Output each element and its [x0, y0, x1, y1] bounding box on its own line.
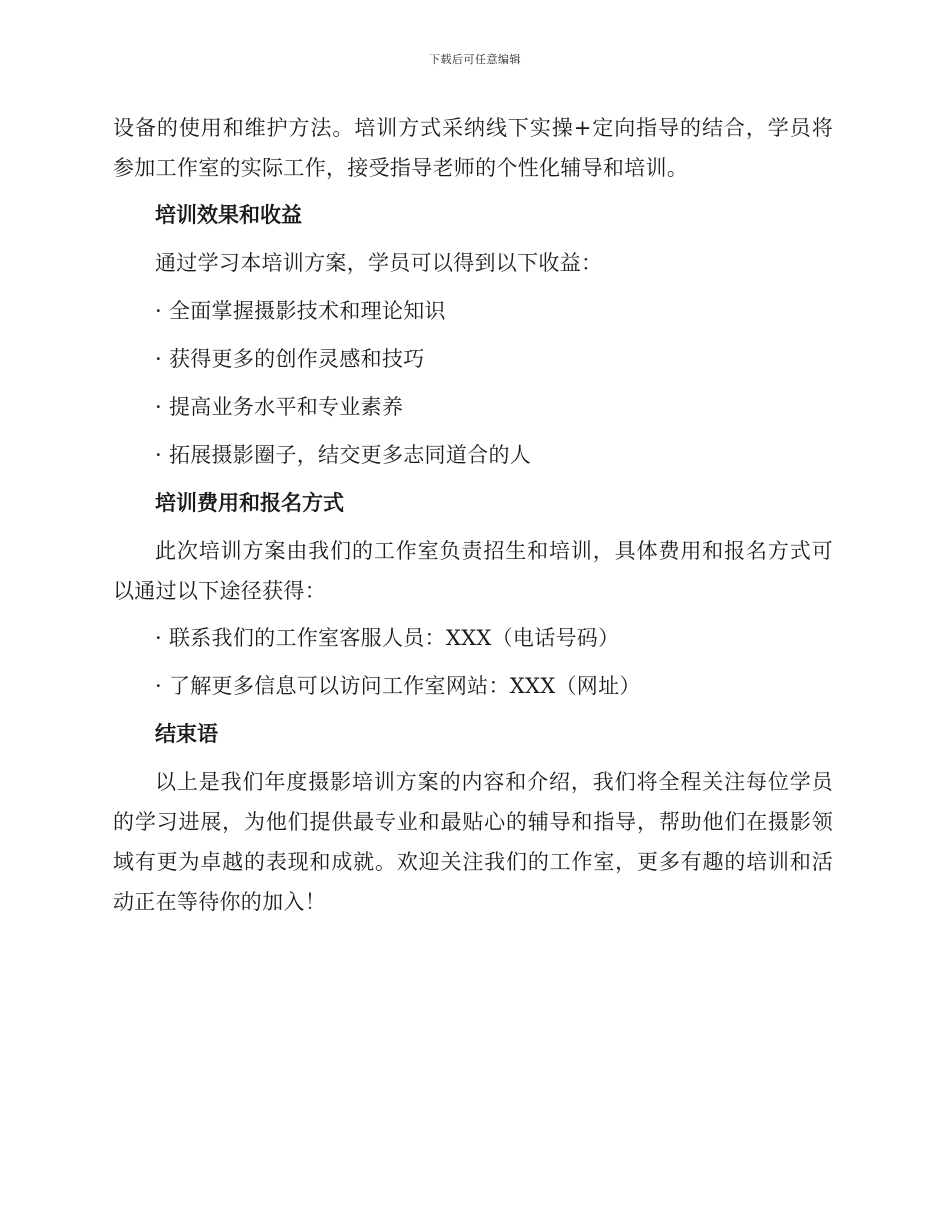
intro-paragraph: 设备的使用和维护方法。培训方式采纳线下实操+定向指导的结合，学员将参加工作室的实际工作，接受指导老师的个性化辅导和培训。 — [113, 116, 833, 180]
page-header: 下载后可任意编辑 — [429, 53, 521, 66]
section-heading-benefits: 培训效果和收益 — [155, 203, 302, 227]
fees-list-item: · 了解更多信息可以访问工作室网站：XXX（网址） — [155, 674, 641, 698]
section-heading-fees: 培训费用和报名方式 — [155, 491, 344, 515]
fees-list-item: · 联系我们的工作室客服人员：XXX（电话号码） — [155, 626, 620, 650]
benefits-lead-paragraph: 通过学习本培训方案，学员可以得到以下收益： — [155, 251, 603, 275]
conclusion-paragraph: 以上是我们年度摄影培训方案的内容和介绍，我们将全程关注每位学员的学习进展，为他们提供最专业和最贴心的辅导和指导，帮助他们在摄影领域有更为卓越的表现和成就。欢迎关注我们的工作室，更多有趣的培训和活动正在等待你的加入！ — [113, 770, 833, 914]
section-heading-conclusion: 结束语 — [155, 722, 218, 746]
benefit-list-item: · 提高业务水平和专业素养 — [155, 395, 404, 419]
benefit-list-item: · 拓展摄影圈子，结交更多志同道合的人 — [155, 443, 532, 467]
fees-lead-paragraph: 此次培训方案由我们的工作室负责招生和培训，具体费用和报名方式可以通过以下途径获得： — [113, 539, 833, 603]
benefit-list-item: · 全面掌握摄影技术和理论知识 — [155, 299, 446, 323]
document-body — [113, 108, 833, 922]
benefit-list-item: · 获得更多的创作灵感和技巧 — [155, 347, 425, 371]
